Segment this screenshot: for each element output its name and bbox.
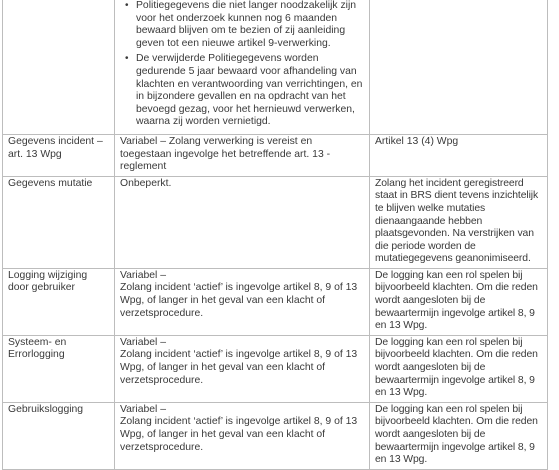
term-cell bbox=[115, 268, 370, 335]
list-item: • Politiegegevens die niet langer noodzakelijk zijn voor het onderzoek kunnen nog 6 maanden bewaard blijven om te bezien of zij aanleiding geven tot een nieuwe artikel 9-verwerking. bbox=[136, 0, 364, 50]
table-row bbox=[3, 0, 548, 134]
table-row bbox=[3, 134, 548, 176]
basis-cell: De logging kan een rol spelen bij bijvoorbeeld klachten. Om die reden wordt aangesloten bij de bewaartermijn ingevolge artikel 8, 9 en 13 Wpg. bbox=[370, 268, 548, 335]
term-description: Zolang incident ‘actief’ is ingevolge artikel 8, 9 of 13 Wpg, of langer in het geval van een klacht of verzetsprocedure. bbox=[120, 349, 358, 386]
table-row bbox=[3, 176, 548, 268]
category-cell bbox=[3, 0, 115, 134]
term-variable-label: Variabel – bbox=[120, 403, 167, 415]
term-cell: Variabel – Zolang verwerking is vereist en toegestaan ingevolge het betreffende art. 13 - reglement bbox=[115, 134, 370, 176]
basis-cell: De logging kan een rol spelen bij bijvoorbeeld klachten. Om die reden wordt aangesloten bij de bewaartermijn ingevolge artikel 8, 9 en 13 Wpg. bbox=[370, 402, 548, 469]
table-row bbox=[3, 402, 548, 469]
category-cell: Gegevens mutatie bbox=[3, 176, 115, 268]
term-variable-label: Variabel – bbox=[120, 336, 167, 348]
term-bullet-list bbox=[120, 0, 364, 129]
term-cell: Onbeperkt. bbox=[115, 176, 370, 268]
basis-cell: De logging kan een rol spelen bij bijvoorbeeld klachten. Om die reden wordt aangesloten bij de bewaartermijn ingevolge artikel 8, 9 en 13 Wpg. bbox=[370, 335, 548, 402]
basis-cell bbox=[370, 0, 548, 134]
term-description: Zolang incident ‘actief’ is ingevolge artikel 8, 9 of 13 Wpg, of langer in het geval van een klacht of verzetsprocedure. bbox=[120, 416, 358, 453]
term-cell bbox=[115, 0, 370, 134]
table-row bbox=[3, 335, 548, 402]
category-cell: Logging wijziging door gebruiker bbox=[3, 268, 115, 335]
term-variable-label: Variabel – bbox=[120, 269, 167, 281]
term-cell bbox=[115, 402, 370, 469]
table-row bbox=[3, 268, 548, 335]
retention-table bbox=[2, 0, 548, 470]
list-item: • De verwijderde Politiegegevens worden gedurende 5 jaar bewaard voor afhandeling van klachten en verantwoording van verrichtingen, en in bijzondere gevallen en na opdracht van het bevoegd gezag, voor het hernieuwd verwerken, waarna zij worden vernietigd. bbox=[136, 53, 364, 129]
category-cell: Systeem- en Errorlogging bbox=[3, 335, 115, 402]
category-cell: Gegevens incident – art. 13 Wpg bbox=[3, 134, 115, 176]
basis-cell: Zolang het incident geregistreerd staat in BRS dient tevens inzichtelijk te blijven welke mutaties dienaangaande hebben plaatsgevonden. Na verstrijken van die periode worden de mutatiegegevens geanonimiseerd. bbox=[370, 176, 548, 268]
category-cell: Gebruikslogging bbox=[3, 402, 115, 469]
basis-cell: Artikel 13 (4) Wpg bbox=[370, 134, 548, 176]
term-description: Zolang incident ‘actief’ is ingevolge artikel 8, 9 of 13 Wpg, of langer in het geval van een klacht of verzetsprocedure. bbox=[120, 282, 358, 319]
term-cell bbox=[115, 335, 370, 402]
